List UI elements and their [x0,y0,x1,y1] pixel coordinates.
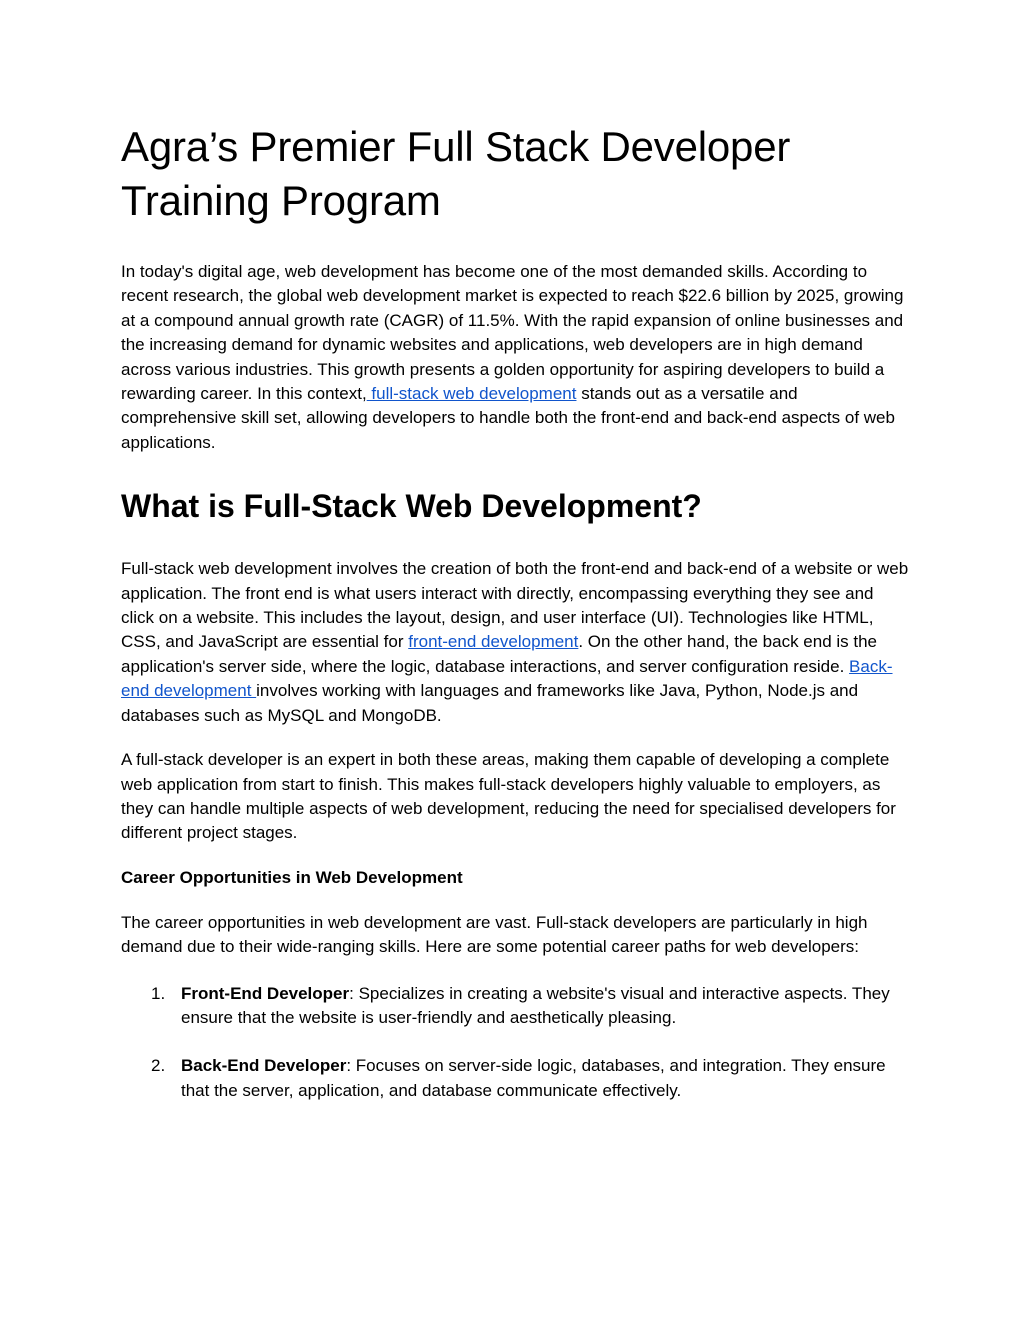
list-item-term: Back-End Developer [181,1056,347,1076]
list-item-number: 2. [151,1056,166,1076]
intro-paragraph [121,260,911,455]
front-end-development-link[interactable]: front-end development [408,632,579,652]
full-stack-developer-paragraph: A full-stack developer is an expert in both these areas, making them capable of developing a complete web application from start to finish. This makes full-stack developers highly valuable to employers, as they can handle multiple aspects of web development, reducing the need for specialised developers for different project stages. [121,750,896,843]
document-page [121,120,911,1127]
full-stack-definition-paragraph [121,557,911,728]
definition-text-part2: . On the other hand, the back end is the application's server side, where the logic, database interactions, and server configuration reside. [121,632,878,676]
back-end-development-link[interactable]: Back-end development [121,656,893,701]
intro-text-after-link: stands out as a versatile and comprehensive skill set, allowing developers to handle both the front-end and back-end aspects of web applications. [121,384,895,452]
full-stack-web-development-link[interactable]: full-stack web development [366,384,577,404]
list-item-description: : Specializes in creating a website's visual and interactive aspects. They ensure that the website is user-friendly and aesthetically pleasing. [181,983,890,1027]
intro-text-before-link: In today's digital age, web development has become one of the most demanded skills. According to recent research, the global web development market is expected to reach $22.6 billion by 2025, growing at a compound annual growth rate (CAGR) of 11.5%. With the rapid expansion of online businesses and the increasing demand for dynamic websites and applications, web developers are in high demand across various industries. This growth presents a golden opportunity for aspiring developers to build a rewarding career. In this context, [121,262,904,404]
definition-text-part3: involves working with languages and frameworks like Java, Python, Node.js and databases such as MySQL and MongoDB. [121,681,859,725]
list-item [121,1054,911,1103]
section-heading-career-opportunities: Career Opportunities in Web Development [121,867,463,887]
list-item-description: : Focuses on server-side logic, databases, and integration. They ensure that the server, application, and database communicate effectively. [181,1056,886,1100]
list-item [121,982,911,1031]
career-intro-paragraph: The career opportunities in web development are vast. Full-stack developers are particularly in high demand due to their wide-ranging skills. Here are some potential career paths for web developers: [121,912,868,957]
list-item-number: 1. [151,983,166,1003]
section-heading-what-is-full-stack: What is Full-Stack Web Development? [121,488,702,525]
list-item-term: Front-End Developer [181,983,350,1003]
page-title: Agra’s Premier Full Stack Developer Training Program [121,123,791,224]
definition-text-part1: Full-stack web development involves the creation of both the front-end and back-end of a website or web application. The front end is what users interact with directly, encompassing everything they see and click on a website. This includes the layout, design, and user interface (UI). Technologies like HTML, CSS, and JavaScript are essential for [121,559,909,652]
career-paths-list [121,982,911,1104]
